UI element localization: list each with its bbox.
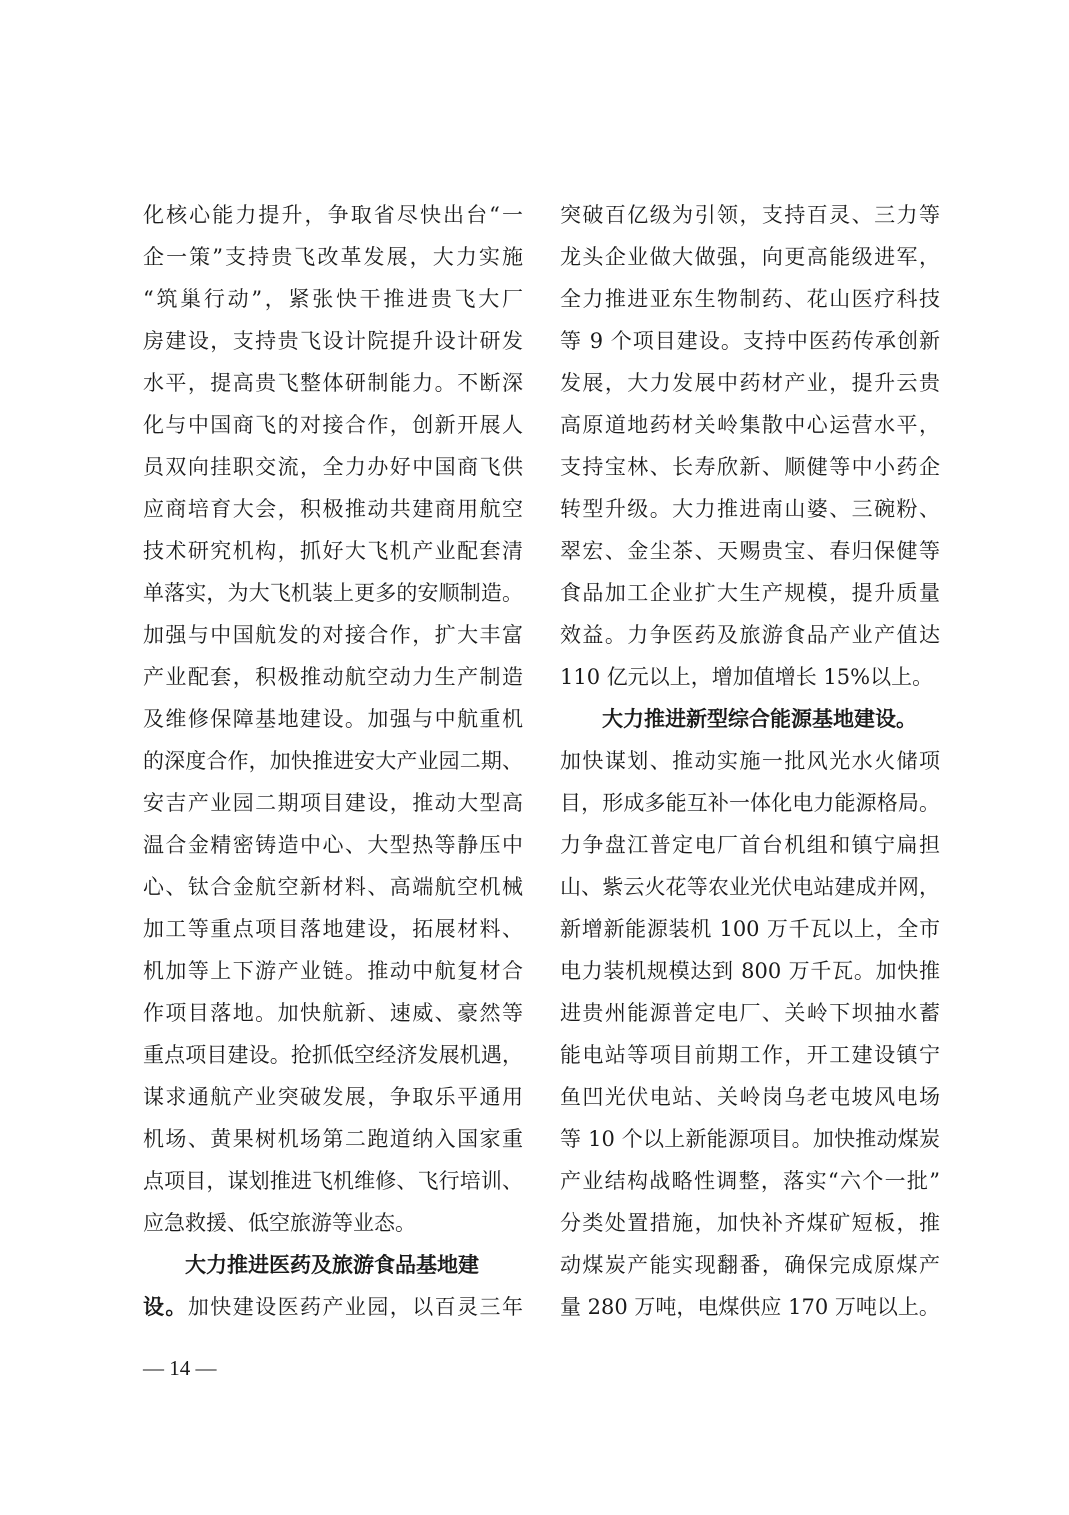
text-line: 支持宝林、长寿欣新、顺健等中小药企 xyxy=(560,455,940,479)
text-line: 水平，提高贵飞整体研制能力。不断深 xyxy=(143,371,523,395)
text-line: 应急救援、低空旅游等业态。 xyxy=(143,1211,416,1235)
text-line: 量 280 万吨，电煤供应 170 万吨以上。 xyxy=(560,1295,940,1319)
text-line: 等 9 个项目建设。支持中医药传承创新 xyxy=(560,329,940,353)
text-line: 重点项目建设。抢抓低空经济发展机遇， xyxy=(143,1043,523,1067)
section-heading: 大力推进新型综合能源基地建设。 xyxy=(602,707,917,731)
text-line: “筑巢行动”，紧张快干推进贵飞大厂 xyxy=(143,287,523,311)
text-line xyxy=(143,1286,523,1328)
text-fragment: 加快建设医药产业园，以百灵三年 xyxy=(187,1295,523,1319)
text-line: 动煤炭产能实现翻番，确保完成原煤产 xyxy=(560,1253,940,1277)
text-line: 产业配套，积极推动航空动力生产制造 xyxy=(143,665,523,689)
text-line: 的深度合作，加快推进安大产业园二期、 xyxy=(143,749,523,773)
text-line: 力争盘江普定电厂首台机组和镇宁扁担 xyxy=(560,833,940,857)
text-line: 全力推进亚东生物制药、花山医疗科技 xyxy=(560,287,940,311)
text-line: 龙头企业做大做强，向更高能级进军， xyxy=(560,245,940,269)
text-line: 新增新能源装机 100 万千瓦以上，全市 xyxy=(560,917,940,941)
text-line: 机场、黄果树机场第二跑道纳入国家重 xyxy=(143,1127,523,1151)
text-line: 员双向挂职交流，全力办好中国商飞供 xyxy=(143,455,523,479)
text-line: 化核心能力提升，争取省尽快出台“一 xyxy=(143,203,523,227)
text-line: 食品加工企业扩大生产规模，提升质量 xyxy=(560,581,940,605)
page-number: — 14 — xyxy=(143,1356,217,1380)
text-line: 山、紫云火花等农业光伏电站建成并网， xyxy=(560,875,940,899)
text-line: 心、钛合金航空新材料、高端航空机械 xyxy=(143,875,523,899)
text-line: 产业结构战略性调整，落实“六个一批” xyxy=(560,1169,940,1193)
text-line: 目，形成多能互补一体化电力能源格局。 xyxy=(560,791,940,815)
text-line: 110 亿元以上，增加值增长 15%以上。 xyxy=(560,665,934,689)
text-line: 及维修保障基地建设。加强与中航重机 xyxy=(143,707,523,731)
text-line: 加工等重点项目落地建设，拓展材料、 xyxy=(143,917,523,941)
text-line: 技术研究机构，抓好大飞机产业配套清 xyxy=(143,539,523,563)
text-line: 房建设，支持贵飞设计院提升设计研发 xyxy=(143,329,523,353)
text-line: 点项目，谋划推进飞机维修、飞行培训、 xyxy=(143,1169,523,1193)
text-line: 机加等上下游产业链。推动中航复材合 xyxy=(143,959,523,983)
text-line: 化与中国商飞的对接合作，创新开展人 xyxy=(143,413,523,437)
text-line: 电力装机规模达到 800 万千瓦。加快推 xyxy=(560,959,940,983)
text-line: 能电站等项目前期工作，开工建设镇宁 xyxy=(560,1043,940,1067)
text-line: 翠宏、金尘茶、天赐贵宝、春归保健等 xyxy=(560,539,940,563)
text-line: 加强与中国航发的对接合作，扩大丰富 xyxy=(143,623,523,647)
section-heading-continued: 设。 xyxy=(143,1295,188,1319)
text-line: 转型升级。大力推进南山婆、三碗粉、 xyxy=(560,497,940,521)
text-line: 进贵州能源普定电厂、关岭下坝抽水蓄 xyxy=(560,1001,940,1025)
text-line: 高原道地药材关岭集散中心运营水平， xyxy=(560,413,940,437)
text-line: 发展，大力发展中药材产业，提升云贵 xyxy=(560,371,940,395)
text-line: 效益。力争医药及旅游食品产业产值达 xyxy=(560,623,940,647)
text-line: 单落实，为大飞机装上更多的安顺制造。 xyxy=(143,581,523,605)
right-column xyxy=(560,194,940,1328)
text-line: 分类处置措施，加快补齐煤矿短板，推 xyxy=(560,1211,940,1235)
text-line: 作项目落地。加快航新、速威、豪然等 xyxy=(143,1001,523,1025)
text-line: 谋求通航产业突破发展，争取乐平通用 xyxy=(143,1085,523,1109)
text-line: 温合金精密铸造中心、大型热等静压中 xyxy=(143,833,523,857)
text-line: 等 10 个以上新能源项目。加快推动煤炭 xyxy=(560,1127,940,1151)
text-line: 突破百亿级为引领，支持百灵、三力等 xyxy=(560,203,940,227)
text-line: 鱼凹光伏电站、关岭岗乌老屯坡风电场 xyxy=(560,1085,940,1109)
text-line: 安吉产业园二期项目建设，推动大型高 xyxy=(143,791,523,815)
text-line: 企一策”支持贵飞改革发展，大力实施 xyxy=(143,245,523,269)
section-heading: 大力推进医药及旅游食品基地建 xyxy=(185,1253,479,1277)
left-column xyxy=(143,194,523,1328)
text-line: 加快谋划、推动实施一批风光水火储项 xyxy=(560,749,940,773)
text-line: 应商培育大会，积极推动共建商用航空 xyxy=(143,497,523,521)
